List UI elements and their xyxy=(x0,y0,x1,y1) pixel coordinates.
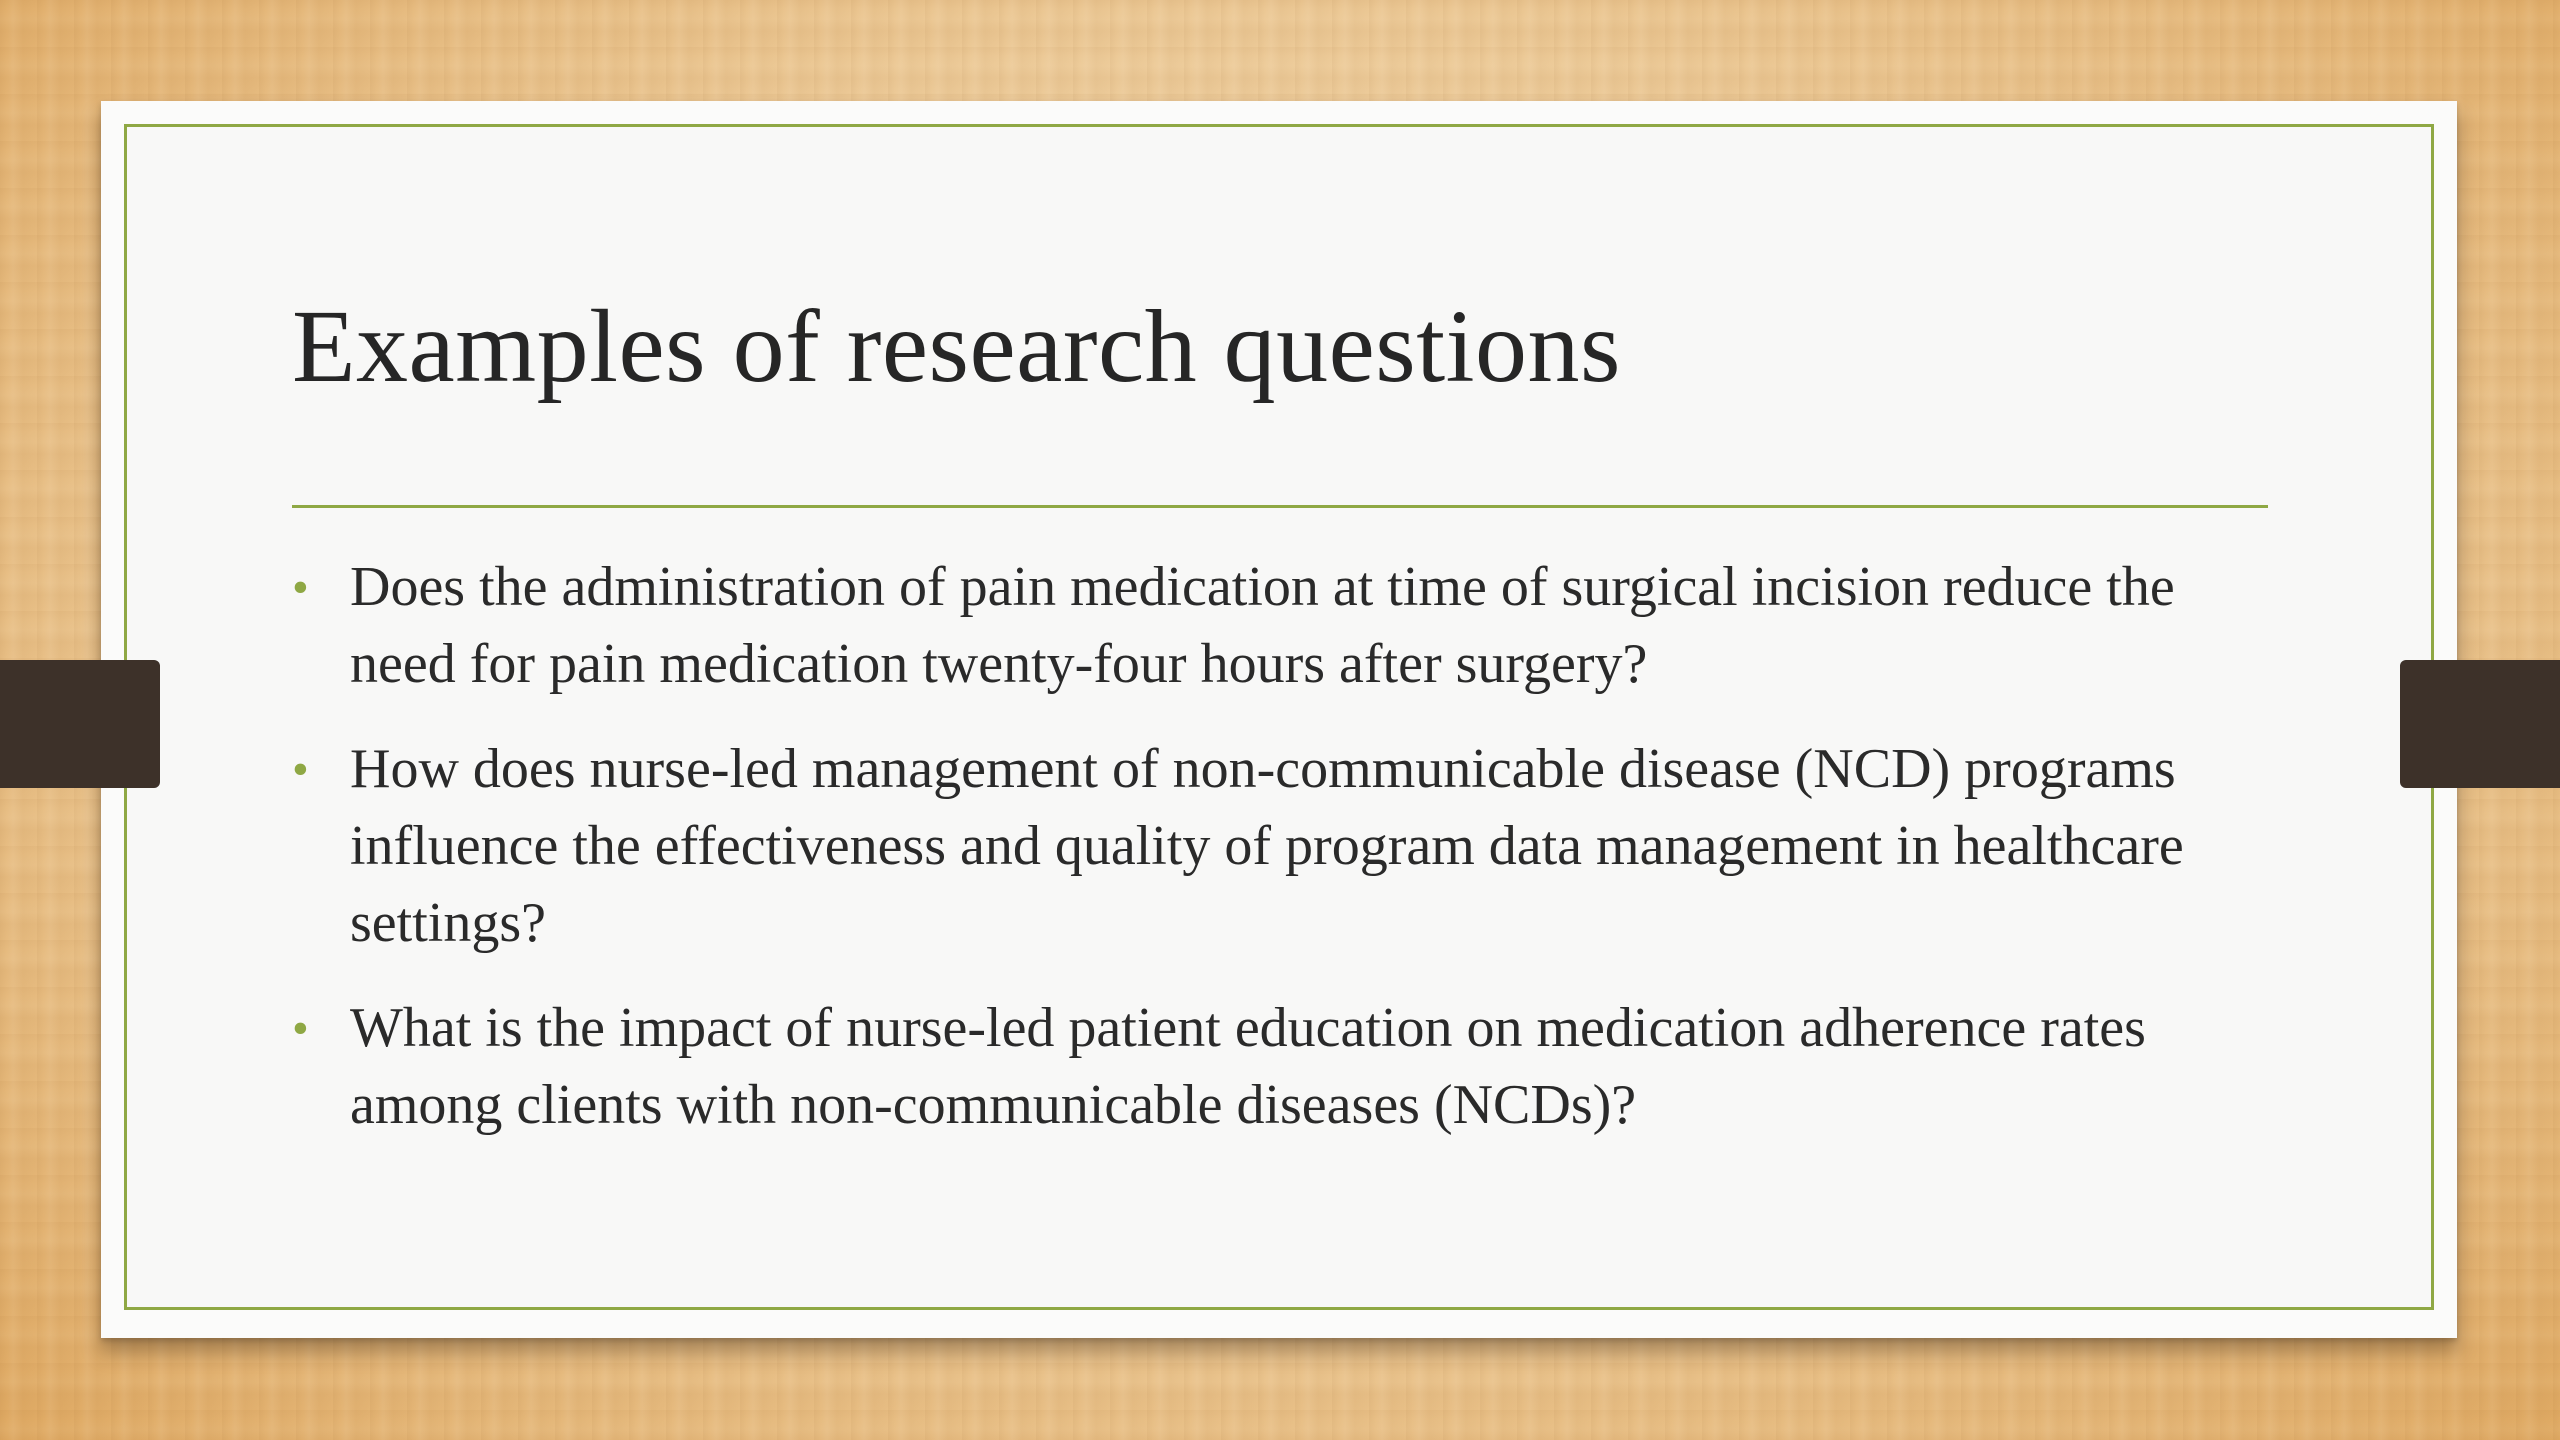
slide-title: Examples of research questions xyxy=(292,289,1622,404)
bullet-item-2 xyxy=(292,731,2282,962)
bullet-item-3 xyxy=(292,990,2282,1144)
title-divider xyxy=(292,505,2268,508)
bullet-item-1 xyxy=(292,549,2282,703)
bullet-text-3: What is the impact of nurse-led patient education on medication adherence rates among clients with non-communicable diseases (NCDs)? xyxy=(350,997,2146,1136)
bullet-list xyxy=(292,549,2282,1172)
bullet-dot-icon: • xyxy=(292,561,309,614)
left-binder-clip xyxy=(0,660,160,788)
bullet-dot-icon: • xyxy=(292,1002,309,1055)
bullet-text-1: Does the administration of pain medication at time of surgical incision reduce the need for pain medication twenty-four hours after surgery? xyxy=(350,556,2175,695)
bullet-text-2: How does nurse-led management of non-communicable disease (NCD) programs influence the effectiveness and quality of program data management in healthcare settings? xyxy=(350,738,2184,954)
bullet-dot-icon: • xyxy=(292,743,309,796)
right-binder-clip xyxy=(2400,660,2560,788)
